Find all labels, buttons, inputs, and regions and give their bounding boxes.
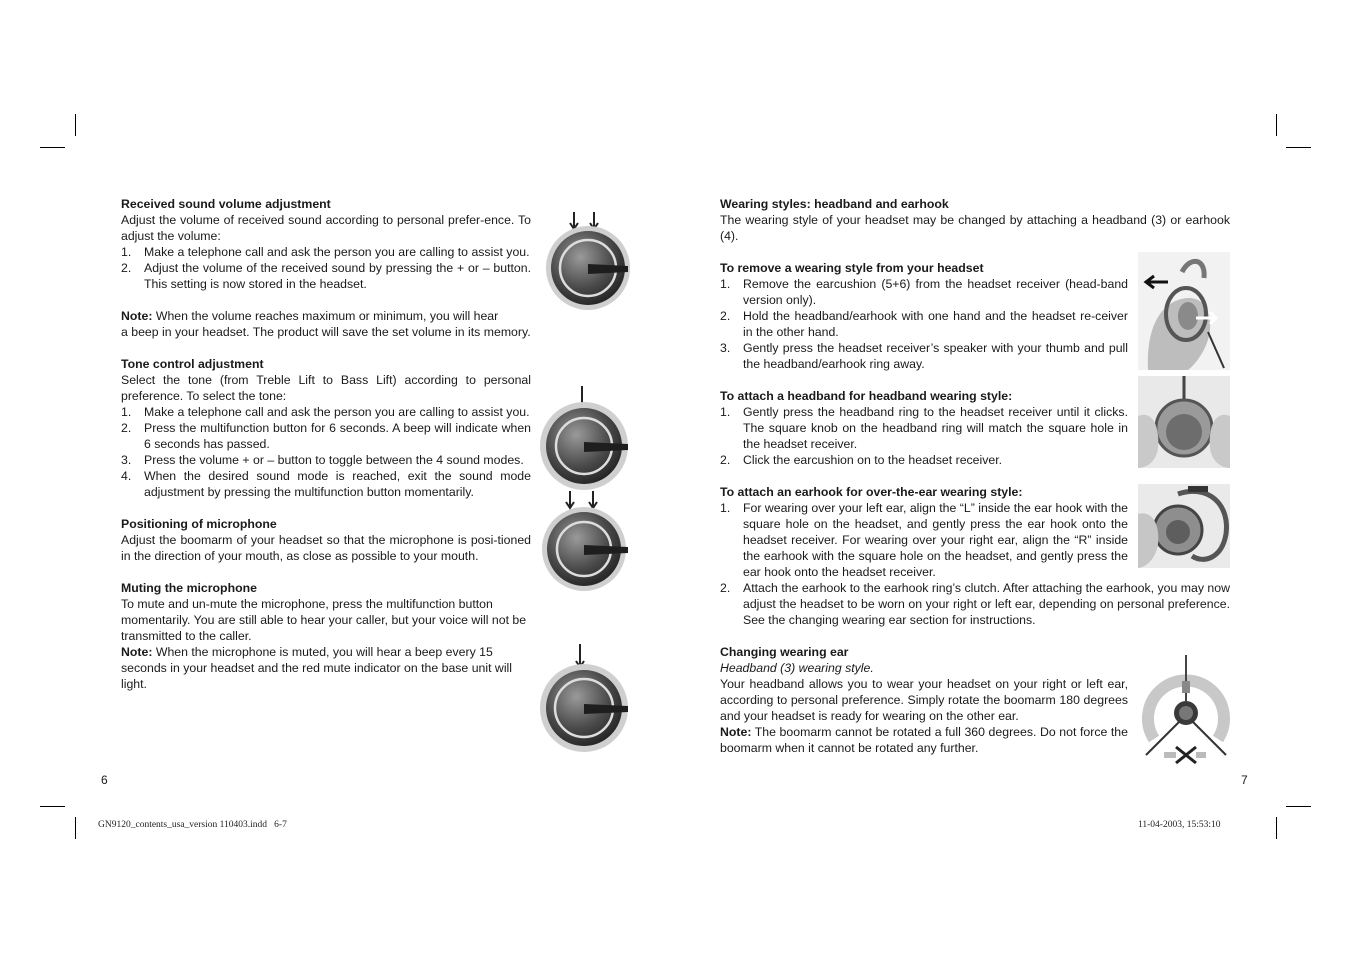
list-item: 1. For wearing over your left ear, align the “L” inside the ear hook with the square hole on the headset, and gently press the ear hook onto the headset receiver. For wearing over your right ear, align the “R” inside the earhook with the square hole on the headset, and gently press the ear hook onto the headset receiver. [720,501,1128,579]
list-item: 1. Make a telephone call and ask the person you are calling to assist you. [121,405,530,419]
crop-mark [40,806,65,807]
timestamp-slug: 11-04-2003, 15:53:10 [1138,820,1221,830]
section-heading: To remove a wearing style from your headset [720,261,984,275]
list-item: 2. Adjust the volume of the received sound by pressing the + or – button. This setting is now stored in the headset. [121,261,531,291]
section-heading: Muting the microphone [121,581,257,595]
section-heading: Tone control adjustment [121,357,264,371]
section-heading: Received sound volume adjustment [121,197,331,211]
paragraph: The wearing style of your headset may be changed by attaching a headband (3) or earhook (4). [720,213,1230,243]
note [720,724,1128,756]
list-item: 2. Attach the earhook to the earhook ring’s clutch. After attaching the earhook, you may now adjust the headset to be worn on your right or left ear, depending on personal preference. See the changing wearing ear section for instructions. [720,581,1230,627]
page-number: 7 [1241,773,1248,787]
list-item: 2. Press the multifunction button for 6 seconds. A beep will indicate when 6 seconds has passed. [121,421,531,451]
section-heading: Positioning of microphone [121,517,277,531]
paragraph: Adjust the boomarm of your headset so that the microphone is posi-tioned in the direction of your mouth, as close as possible to your mouth. [121,533,531,563]
section-heading: Wearing styles: headband and earhook [720,197,949,211]
note-label: Note: [720,725,752,739]
list-item: 1. Gently press the headband ring to the headset receiver until it clicks. The square knob on the headband ring will match the square hole in the headset receiver. [720,405,1128,451]
received-volume-section [121,196,571,292]
attach-headband-figure [1138,376,1230,468]
rotate-boomarm-figure [1140,655,1232,767]
section-heading: Changing wearing ear [720,645,849,659]
file-slug: GN9120_contents_usa_version 110403.indd 6-7 [98,820,287,830]
list-item: 1. Remove the earcushion (5+6) from the headset receiver (head-band version only). [720,277,1128,307]
crop-mark [40,147,65,148]
note-text: When the microphone is muted, you will hear a beep every 15 seconds in your headset and the red mute indicator on the base unit will light. [121,645,513,691]
paragraph: To mute and un-mute the microphone, press the multifunction button momentarily. You are still able to hear your caller, but your voice will not be transmitted to the caller. [121,597,527,643]
section-heading: To attach an earhook for over-the-ear wearing style: [720,485,1023,499]
list-item: 3. Press the volume + or – button to toggle between the 4 sound modes. [121,453,524,467]
note-text: The boomarm cannot be rotated a full 360 degrees. Do not force the boomarm when it cannot be rotated any further. [720,725,1128,755]
crop-mark [1276,817,1277,839]
steps-list [121,244,531,292]
note [121,644,531,692]
attach-earhook-figure [1138,484,1230,568]
crop-mark [75,817,76,839]
page-number: 6 [101,773,108,787]
crop-mark [75,114,76,136]
tone-volume-dial-figure [540,487,635,592]
position-section [121,516,571,564]
paragraph: Select the tone (from Treble Lift to Bass Lift) according to personal preference. To select the tone: [121,373,531,403]
list-item: 2. Hold the headband/earhook with one hand and the headset re-ceiver in the other hand. [720,309,1128,339]
list-item: 1. Make a telephone call and ask the person you are calling to assist you. [121,245,530,259]
remove-style-figure [1138,252,1230,370]
list-item: 3. Gently press the headset receiver’s speaker with your thumb and pull the headband/earhook ring away. [720,341,1128,371]
section-heading: To attach a headband for headband wearing style: [720,389,1013,403]
crop-mark [1286,147,1311,148]
paragraph: Your headband allows you to wear your headset on your right or left ear, according to personal preference. Simply rotate the boomarm 180 degrees and your headset is ready for wearing on the other ear. [720,677,1128,723]
crop-mark [1276,114,1277,136]
crop-mark [1286,806,1311,807]
list-item: 2. Click the earcushion on to the headset receiver. [720,453,1003,467]
steps-list [121,404,531,500]
remove-style-section [720,260,1128,372]
note-text: When the volume reaches maximum or minimum, you will hear [152,309,499,323]
tone-section [121,356,571,500]
tone-dial-figure [540,380,635,492]
note-text: a beep in your headset. The product will save the set volume in its memory. [121,325,531,339]
mute-section [121,580,531,692]
steps-list [720,404,1128,468]
wearing-styles-section [720,196,1230,244]
paragraph: Adjust the volume of received sound according to personal prefer-ence. To adjust the volume: [121,213,531,243]
note-label: Note: [121,645,153,659]
list-item: 4. When the desired sound mode is reached, exit the sound mode adjustment by pressing the multifunction button momentarily. [121,469,531,499]
mute-dial-figure [536,640,633,755]
changing-ear-section [720,644,1128,756]
volume-dial-figure [540,200,635,310]
volume-note [121,308,571,340]
left-page [121,196,571,692]
section-subheading: Headband (3) wearing style. [720,661,874,675]
attach-headband-section [720,388,1128,468]
steps-list [720,276,1128,372]
note-label: Note: [121,309,153,323]
